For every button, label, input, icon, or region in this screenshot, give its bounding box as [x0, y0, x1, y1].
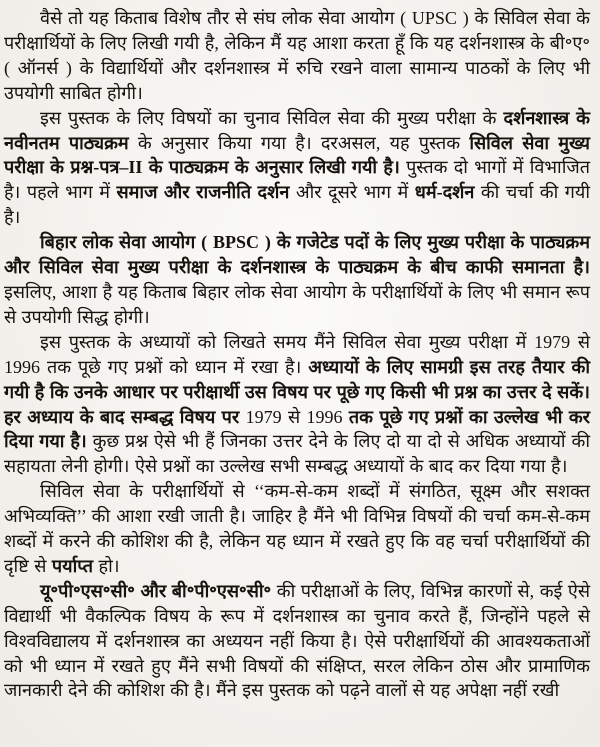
text-run: और दूसरे भाग में — [289, 182, 415, 203]
bold-text-run: पर्याप्त — [51, 555, 94, 576]
bold-text-run: दर्शनशास्त्र के नवीनतम पाठ्यक्रम — [4, 107, 590, 153]
text-run: वैसे तो यह किताब विशेष तौर से संघ लोक सेवा आयोग ( UPSC ) के सिविल सेवा के परीक्षार्थियों के लिए लिखी गयी है, लेकिन मैं यह आशा करता हूँ कि यह दर्शनशास्त्र के बी॰ए॰ ( ऑनर्स ) के विद्यार्थियों और दर्शनशास्त्र में रुचि रखने वाला सामान्य पाठकों के लिए भी उपयोगी साबित होगी। — [4, 8, 590, 103]
paragraph — [4, 579, 590, 704]
text-run: की चर्चा की गयी है। — [4, 182, 590, 228]
text-run: इस पुस्तक के लिए विषयों का चुनाव सिविल सेवा की मुख्य परीक्षा के — [40, 107, 504, 128]
text-run: 1979 से 1996 — [245, 406, 343, 427]
text-run: हो। — [93, 555, 120, 576]
text-run: पुस्तक दो भागों में विभाजित है। पहले भाग में — [4, 157, 590, 203]
bold-text-run: यू॰पी॰एस॰सी॰ और बी॰पी॰एस॰सी॰ — [40, 580, 272, 601]
bold-text-run: समाज और राजनीति दर्शन — [116, 182, 290, 203]
text-run: इस पुस्तक के अध्यायों को लिखते समय मैंने सिविल सेवा मुख्य परीक्षा में 1979 से 1996 तक पूछे गए प्रश्नों को ध्यान में रखा है। — [4, 331, 590, 377]
bold-text-run: तक पूछे गए प्रश्नों का उल्लेख भी कर दिया गया है। — [4, 406, 590, 452]
bold-text-run: धर्म-दर्शन — [414, 182, 475, 203]
bold-text-run: अध्यायों के लिए सामग्री इस तरह तैयार की गयी है कि उनके आधार पर परीक्षार्थी उस विषय पर पूछे गए किसी भी प्रश्न का उत्तर दे सकें। हर अध्याय के बाद सम्बद्ध विषय पर — [4, 356, 590, 427]
text-run: कुछ प्रश्न ऐसे भी हैं जिनका उत्तर देने के लिए दो या दो से अधिक अध्यायों की सहायता लेनी होगी। ऐसे प्रश्नों का उल्लेख सभी सम्बद्ध अध्यायों के बाद कर दिया गया है। — [4, 431, 590, 477]
text-run: सिविल सेवा के परीक्षार्थियों से ‘‘कम-से-कम शब्दों में संगठित, सूक्ष्म और सशक्त अभिव्यक्ति’’ की आशा रखी जाती है। जाहिर है मैंने भी विभिन्न विषयों की चर्चा कम-से-कम शब्दों में करने की कोशिश की है, लेकिन यह ध्यान में रखते हुए कि वह चर्चा परीक्षार्थियों की दृष्टि से — [4, 481, 590, 576]
text-run: इसलिए, आशा है यह किताब बिहार लोक सेवा आयोग के परीक्षार्थियों के लिए भी समान रूप से उपयोगी सिद्ध होगी। — [4, 281, 590, 327]
text-run: के अनुसार किया गया है। दरअसल, यह पुस्तक — [128, 132, 470, 153]
paragraph — [4, 6, 590, 106]
paragraph — [4, 330, 590, 479]
paragraph — [4, 106, 590, 231]
paragraph — [4, 479, 590, 579]
bold-text-run: बिहार लोक सेवा आयोग ( BPSC ) के गजेटेड पदों के लिए मुख्य परीक्षा के पाठ्यक्रम और सिविल सेवा मुख्य परीक्षा के दर्शनशास्त्र के पाठ्यक्रम के बीच काफी समानता है। — [4, 232, 590, 278]
text-run: की परीक्षाओं के लिए, विभिन्न कारणों से, कई ऐसे विद्यार्थी भी वैकल्पिक विषय के रूप में दर्शनशास्त्र का चुनाव करते हैं, जिन्होंने पहले से विश्वविद्यालय में दर्शनशास्त्र का अध्ययन नहीं किया है। ऐसे परीक्षार्थियों की आवश्यकताओं को भी ध्यान में रखते हुए मैंने सभी विषयों की संक्षिप्त, सरल लेकिन ठोस और प्रामाणिक जानकारी देने की कोशिश की है। मैंने इस पुस्तक को पढ़ने वालों से यह अपेक्षा नहीं रखी — [4, 580, 591, 701]
bold-text-run: सिविल सेवा मुख्य परीक्षा के प्रश्न-पत्र–II के पाठ्यक्रम के अनुसार लिखी गयी है। — [4, 132, 590, 178]
paragraph — [4, 230, 590, 330]
